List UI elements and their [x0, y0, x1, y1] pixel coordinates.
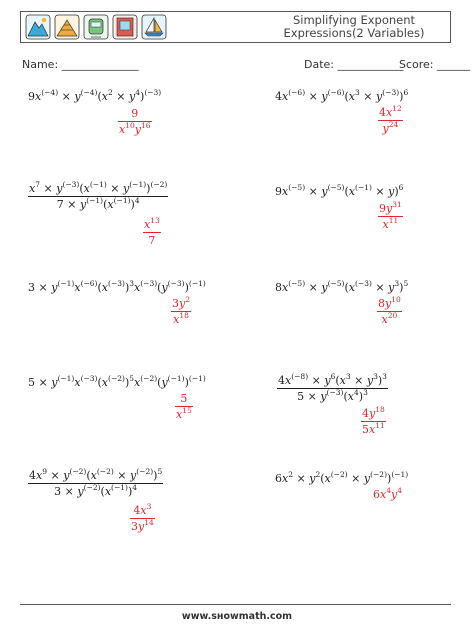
problem-9: $4x^9 \times y^{(-2)}(x^{(-2)} \times y^{(-2)})^5$ $3 \times y^{(-2)}(x^{(-1)})^4$: [29, 467, 163, 498]
date-blank: ____________: [337, 58, 404, 71]
answer-5: $3y^2$ $x^{18}$: [172, 295, 190, 326]
problem-7: $5 \times y^{(-1)}x^{(-3)}(x^{(-2)})^5x^{(-2)}(y^{(-1)})^{(-1)}$: [28, 374, 206, 389]
tram-icon: [84, 15, 108, 39]
book-icon: [113, 15, 137, 39]
problem-2: $4x^{(-6)} \times y^{(-6)}(x^3 \times y^{(-3)})^6$: [275, 88, 409, 103]
answer-8: $4y^{18}$ $5x^{11}$: [362, 405, 385, 436]
name-label: Name:: [22, 58, 59, 71]
sailboat-icon: [142, 15, 166, 39]
problem-4: $9x^{(-5)} \times y^{(-5)}(x^{(-1)} \times y)^6$: [275, 183, 404, 198]
worksheet-title: Simplifying Exponent Expressions(2 Variables): [283, 13, 425, 40]
answer-3: $x^{13}$ 7: [144, 216, 160, 247]
answer-4: $9y^{31}$ $x^{11}$: [379, 200, 402, 231]
problem-10: $6x^2 \times y^2(x^{(-2)} \times y^{(-2)})^{(-1)}$: [275, 470, 409, 485]
date-field[interactable]: [304, 58, 404, 71]
problem-6: $8x^{(-5)} \times y^{(-5)}(x^{(-3)} \times y^3)^5$: [275, 279, 409, 294]
footer-rule: [20, 604, 451, 605]
pyramid-icon: [55, 15, 79, 39]
problem-5: $3 \times y^{(-1)}x^{(-6)}(x^{(-3)})^3x^{(-3)}(y^{(-3)})^{(-1)}$: [28, 279, 206, 294]
problem-8: $4x^{(-8)} \times y^6(x^3 \times y^3)^3$ $5 \times y^{(-3)}(x^4)^3$: [278, 372, 387, 403]
footer-site: www.sнowmath.com: [181, 611, 293, 622]
mountain-icon: [26, 15, 50, 39]
score-blank: ______: [437, 58, 471, 71]
worksheet-header: [20, 11, 451, 43]
score-label: Score:: [399, 58, 434, 71]
problem-3: $x^7 \times y^{(-3)}(x^{(-1)} \times y^{(-1)})^{(-2)}$ $7 \times y^{(-1)}(x^{(-1)})^4$: [29, 180, 168, 211]
header-icons: [25, 14, 175, 40]
answer-2: $4x^{12}$ $y^{24}$: [379, 104, 402, 135]
name-blank: ______________: [61, 58, 139, 71]
score-field[interactable]: [399, 58, 470, 71]
date-label: Date:: [304, 58, 334, 71]
answer-7: 5 $x^{15}$: [176, 392, 192, 421]
answer-9: $4x^3$ $3y^{14}$: [131, 502, 154, 533]
problem-1: $9x^{(-4)} \times y^{(-4)}(x^2 \times y^4)^{(-3)}$: [28, 88, 162, 103]
answer-10: $6x^4y^4$: [373, 486, 402, 501]
name-field[interactable]: [22, 58, 139, 71]
answer-6: $8y^{10}$ $x^{20}$: [378, 295, 401, 326]
answer-1: 9 $x^{10}y^{16}$: [119, 107, 151, 136]
